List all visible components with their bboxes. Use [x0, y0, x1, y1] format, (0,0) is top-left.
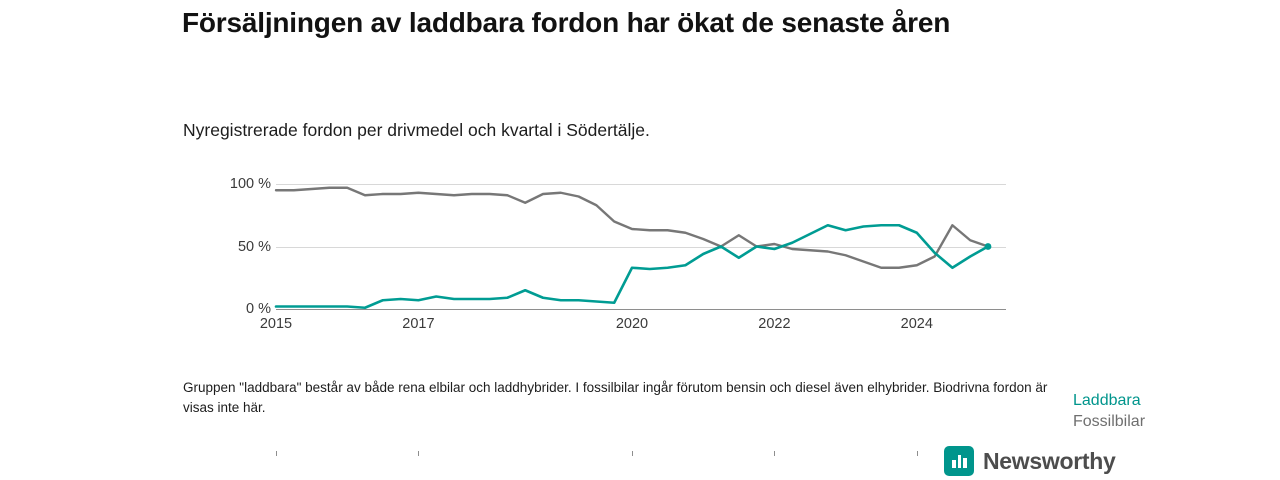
- x-tick-label-2015: 2015: [259, 316, 293, 332]
- x-tick-label-2017: 2017: [402, 316, 435, 332]
- y-tick-label-100: 100 %: [229, 176, 271, 192]
- x-tick-2022: [774, 451, 775, 456]
- series-paths: [276, 184, 1006, 309]
- x-tick-label-2024: 2024: [900, 316, 933, 332]
- x-tick-2024: [917, 451, 918, 456]
- brand-name: Newsworthy: [983, 447, 1116, 474]
- series-line-fossilbilar: [276, 188, 988, 268]
- x-tick-2020: [632, 451, 633, 456]
- legend-label-laddbara: Laddbara: [1073, 392, 1141, 409]
- bar-chart-icon: [944, 446, 974, 476]
- y-tick-label-0: 0 %: [246, 301, 271, 317]
- chart-subtitle: Nyregistrerade fordon per drivmedel och kvartal i Södertälje.: [183, 120, 650, 140]
- legend-label-fossilbilar: Fossilbilar: [1073, 413, 1146, 430]
- y-tick-label-50: 50 %: [237, 238, 271, 255]
- chart-footnote: Gruppen "laddbara" består av både rena elbilar och laddhybrider. I fossilbilar ingår förutom bensin och diesel även elhybrider. Biodrivna fordon är visas inte här.: [183, 380, 1048, 415]
- brand-logo: [944, 446, 1115, 476]
- page-title: Försäljningen av laddbara fordon har ökat de senaste åren: [182, 7, 951, 38]
- x-tick-2015: [276, 451, 277, 456]
- plot-area: [276, 184, 1006, 309]
- x-axis-line: [276, 309, 1006, 310]
- x-tick-2017: [418, 451, 419, 456]
- y-axis-labels: [183, 176, 271, 317]
- x-tick-label-2020: 2020: [615, 316, 649, 332]
- x-tick-label-2022: 2022: [758, 316, 791, 332]
- x-axis-labels: [259, 312, 1036, 336]
- series-endpoint-laddbara: [985, 243, 992, 250]
